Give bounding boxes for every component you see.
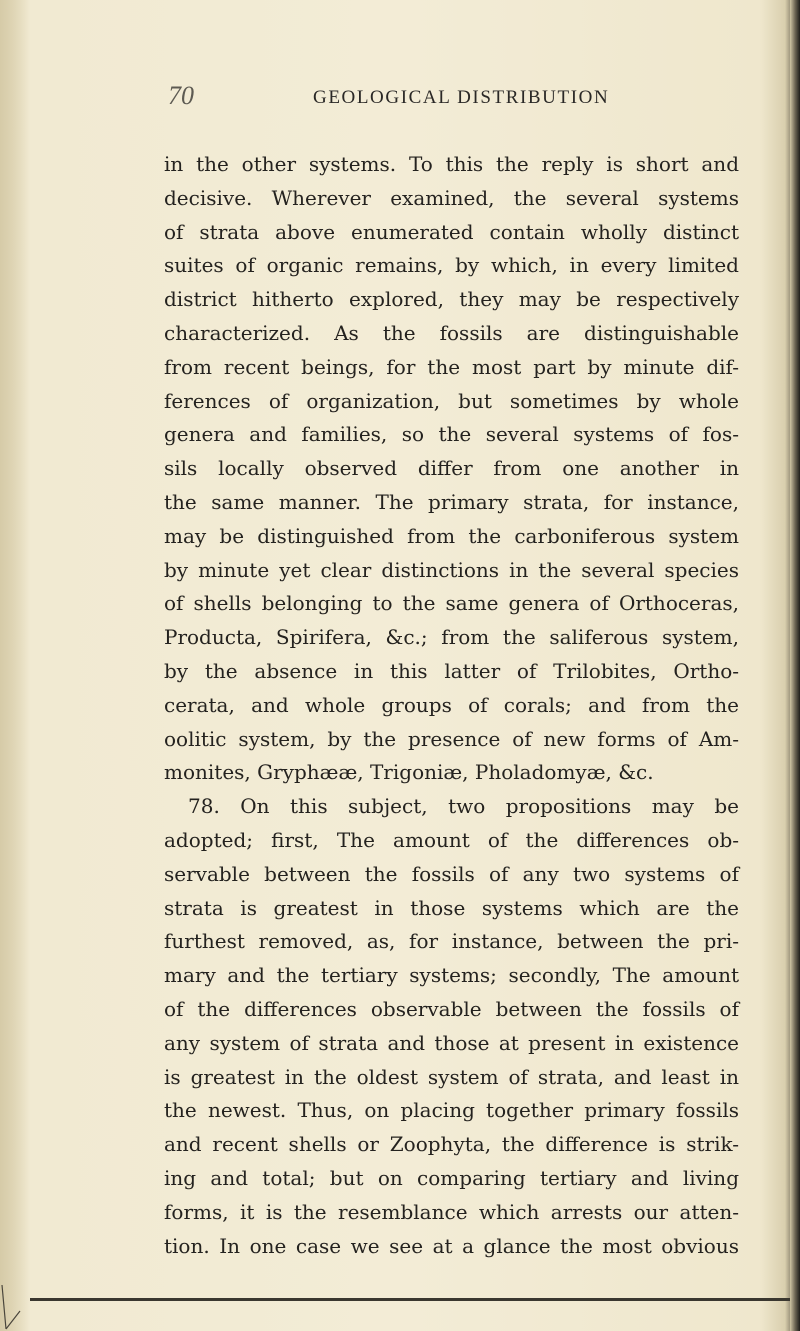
body-text <box>164 148 739 1263</box>
text-line: district hitherto explored, they may be respectively <box>164 287 739 312</box>
text-line: may be distinguished from the carboniferous system <box>164 523 739 548</box>
text-line: decisive. Wherever examined, the several systems <box>164 185 739 210</box>
text-line: monites, Gryphææ, Trigoniæ, Pholadomyæ, &c. <box>164 760 654 785</box>
text-line: of strata above enumerated contain wholly distinct <box>164 219 739 244</box>
text-line: characterized. As the fossils are distinguishable <box>164 320 739 345</box>
running-head: GEOLOGICAL DISTRIBUTION <box>313 87 610 108</box>
text-line: tion. In one case we see at a glance the most obvious <box>164 1233 739 1258</box>
text-line: adopted; first, The amount of the differences ob- <box>164 827 739 852</box>
text-line: oolitic system, by the presence of new forms of Am- <box>164 726 739 751</box>
text-line: cerata, and whole groups of corals; and from the <box>164 692 739 717</box>
page-edge <box>790 0 800 1331</box>
page-header <box>168 78 728 118</box>
text-line: forms, it is the resemblance which arrests our atten- <box>164 1199 739 1224</box>
text-line: ing and total; but on comparing tertiary and living <box>164 1165 739 1190</box>
text-line: and recent shells or Zoophyta, the difference is strik- <box>164 1132 739 1157</box>
text-line: genera and families, so the several systems of fos- <box>164 422 739 447</box>
page-number: 70 <box>168 81 194 110</box>
text-line: is greatest in the oldest system of strata, and least in <box>164 1064 739 1089</box>
text-line: ferences of organization, but sometimes by whole <box>164 388 739 413</box>
text-line: of the differences observable between the fossils of <box>164 996 739 1021</box>
text-line: suites of organic remains, by which, in every limited <box>164 253 739 278</box>
page-gutter-shade <box>0 0 30 1331</box>
bottom-page-edge <box>30 1298 790 1301</box>
paragraph-start-line: 78. On this subject, two propositions may be <box>188 794 739 819</box>
text-line: mary and the tertiary systems; secondly, The amount <box>164 963 739 988</box>
text-line: sils locally observed differ from one another in <box>164 456 739 481</box>
text-line: the newest. Thus, on placing together primary fossils <box>164 1098 739 1123</box>
corner-fold-mark <box>0 1281 40 1331</box>
text-line: from recent beings, for the most part by minute dif- <box>164 354 739 379</box>
text-line: by minute yet clear distinctions in the several species <box>164 557 739 582</box>
text-line: the same manner. The primary strata, for instance, <box>164 489 739 514</box>
text-line: by the absence in this latter of Trilobites, Ortho- <box>164 658 739 683</box>
text-line: furthest removed, as, for instance, between the pri- <box>164 929 739 954</box>
text-line: in the other systems. To this the reply is short and <box>164 152 739 176</box>
text-line: strata is greatest in those systems which are the <box>164 895 739 920</box>
text-line: of shells belonging to the same genera of Orthoceras, <box>164 591 739 616</box>
text-line: Producta, Spirifera, &c.; from the saliferous system, <box>164 625 739 650</box>
text-line: servable between the fossils of any two systems of <box>164 861 739 886</box>
text-line: any system of strata and those at present in existence <box>164 1030 739 1055</box>
